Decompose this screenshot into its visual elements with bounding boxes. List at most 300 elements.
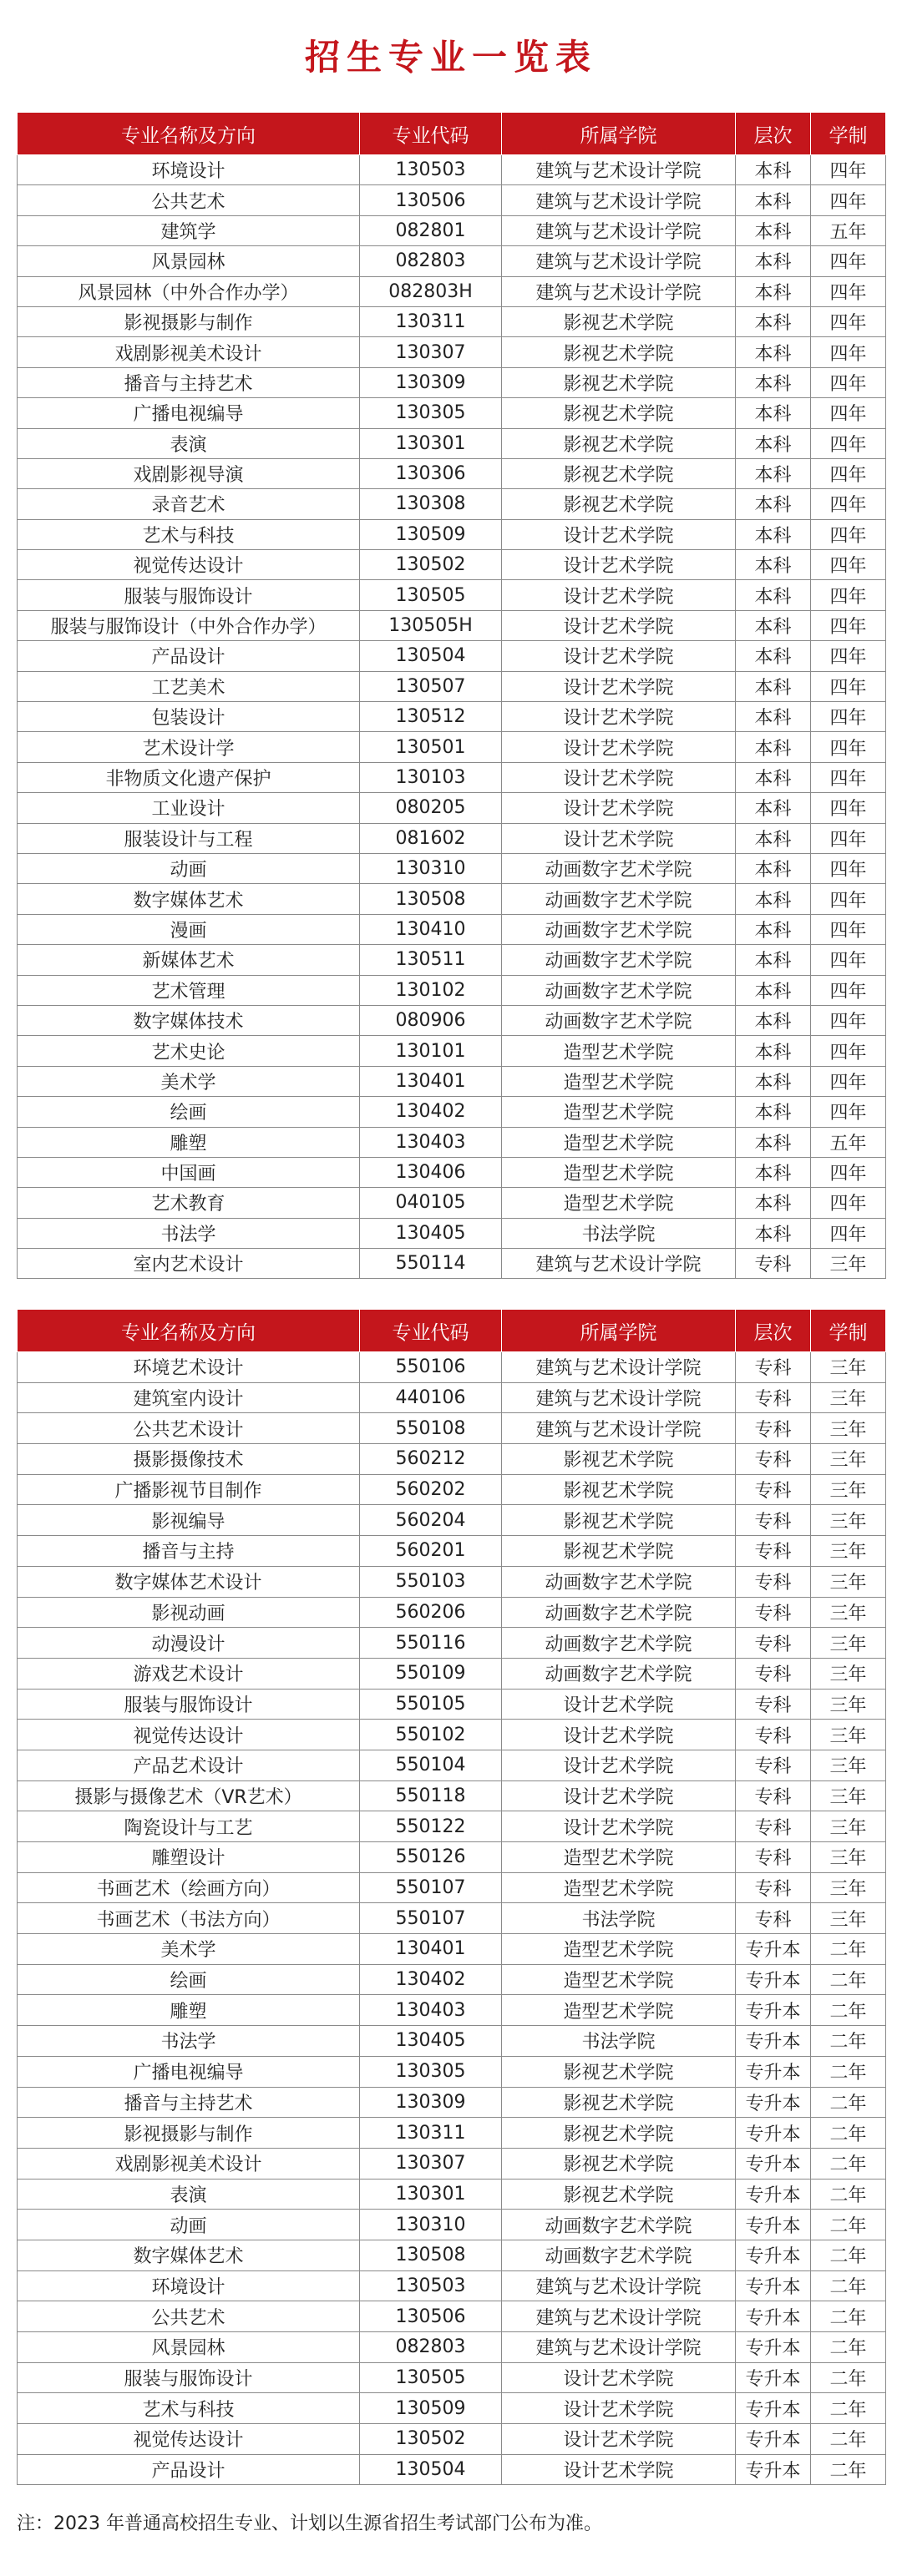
page-title: 招生专业一览表 (304, 37, 597, 78)
level-cell: 本科 (736, 489, 811, 519)
duration-cell: 四年 (811, 428, 886, 458)
duration-cell: 四年 (811, 884, 886, 914)
level-cell: 本科 (736, 610, 811, 640)
duration-cell: 四年 (811, 671, 886, 701)
level-cell: 本科 (736, 398, 811, 428)
table-row (18, 2424, 886, 2455)
level-cell: 专升本 (736, 2362, 811, 2393)
level-cell: 本科 (736, 762, 811, 792)
major-code-cell: 550109 (360, 1658, 502, 1689)
table-row (18, 1934, 886, 1965)
duration-cell: 二年 (811, 1964, 886, 1995)
major-name-cell: 数字媒体艺术设计 (18, 1566, 360, 1597)
major-name-cell: 艺术与科技 (18, 519, 360, 549)
table-row (18, 1505, 886, 1536)
college-cell: 设计艺术学院 (502, 2393, 736, 2424)
duration-cell: 二年 (811, 2332, 886, 2363)
duration-cell: 二年 (811, 2424, 886, 2455)
duration-cell: 五年 (811, 215, 886, 245)
major-name-cell: 艺术管理 (18, 975, 360, 1005)
major-table-undergraduate (17, 112, 886, 1279)
duration-cell: 四年 (811, 823, 886, 853)
table-row (18, 1005, 886, 1035)
major-code-cell: 560212 (360, 1444, 502, 1475)
duration-cell: 四年 (811, 641, 886, 671)
major-code-cell: 130406 (360, 1157, 502, 1187)
duration-cell: 四年 (811, 489, 886, 519)
duration-cell: 三年 (811, 1750, 886, 1780)
major-code-cell: 130505 (360, 580, 502, 610)
table-row (18, 519, 886, 549)
major-code-cell: 130502 (360, 550, 502, 580)
duration-cell: 四年 (811, 1188, 886, 1218)
level-cell: 专科 (736, 1780, 811, 1811)
major-code-cell: 130311 (360, 306, 502, 336)
level-cell: 专升本 (736, 1995, 811, 2026)
duration-cell: 三年 (811, 1628, 886, 1659)
level-cell: 专科 (736, 1842, 811, 1873)
duration-cell: 二年 (811, 2026, 886, 2057)
major-name-cell: 非物质文化遗产保护 (18, 762, 360, 792)
college-cell: 设计艺术学院 (502, 2362, 736, 2393)
table-row (18, 1444, 886, 1475)
college-cell: 设计艺术学院 (502, 702, 736, 732)
table-row (18, 398, 886, 428)
table-row (18, 884, 886, 914)
major-name-cell: 播音与主持艺术 (18, 2087, 360, 2118)
level-cell: 专科 (736, 1352, 811, 1383)
table-row (18, 550, 886, 580)
level-cell: 专升本 (736, 2210, 811, 2240)
table-row (18, 1127, 886, 1157)
major-code-cell: 130405 (360, 1218, 502, 1248)
table-row (18, 2087, 886, 2118)
duration-cell: 三年 (811, 1903, 886, 1934)
duration-cell: 二年 (811, 2087, 886, 2118)
major-name-cell: 美术学 (18, 1934, 360, 1965)
college-cell: 动画数字艺术学院 (502, 1597, 736, 1628)
table-row (18, 1157, 886, 1187)
level-cell: 专升本 (736, 2087, 811, 2118)
major-name-cell: 服装与服饰设计 (18, 580, 360, 610)
college-cell: 动画数字艺术学院 (502, 884, 736, 914)
table-row (18, 306, 886, 336)
level-cell: 本科 (736, 246, 811, 276)
level-cell: 本科 (736, 1127, 811, 1157)
major-code-cell: 130310 (360, 853, 502, 883)
table-row (18, 1964, 886, 1995)
major-name-cell: 戏剧影视美术设计 (18, 2148, 360, 2179)
table-row (18, 337, 886, 367)
major-name-cell: 戏剧影视美术设计 (18, 337, 360, 367)
major-code-cell: 130103 (360, 762, 502, 792)
level-cell: 本科 (736, 1005, 811, 1035)
level-cell: 本科 (736, 853, 811, 883)
major-code-cell: 550106 (360, 1352, 502, 1383)
major-code-cell: 130305 (360, 398, 502, 428)
major-name-cell: 影视动画 (18, 1597, 360, 1628)
college-cell: 动画数字艺术学院 (502, 2240, 736, 2270)
college-cell: 设计艺术学院 (502, 732, 736, 762)
duration-cell: 四年 (811, 1157, 886, 1187)
major-code-cell: 130101 (360, 1036, 502, 1066)
college-cell: 造型艺术学院 (502, 1066, 736, 1096)
college-cell: 动画数字艺术学院 (502, 1628, 736, 1659)
major-code-cell: 130405 (360, 2026, 502, 2057)
level-cell: 专科 (736, 1413, 811, 1444)
major-code-cell: 130402 (360, 1964, 502, 1995)
table-row (18, 2270, 886, 2301)
major-name-cell: 广播电视编导 (18, 2056, 360, 2087)
college-cell: 设计艺术学院 (502, 823, 736, 853)
level-cell: 专升本 (736, 2270, 811, 2301)
level-cell: 本科 (736, 580, 811, 610)
college-cell: 设计艺术学院 (502, 1750, 736, 1780)
table-row (18, 1536, 886, 1567)
table-row (18, 1352, 886, 1383)
major-code-cell: 130502 (360, 2424, 502, 2455)
table-row (18, 671, 886, 701)
major-name-cell: 摄影与摄像艺术（VR艺术） (18, 1780, 360, 1811)
level-cell: 专科 (736, 1658, 811, 1689)
college-cell: 影视艺术学院 (502, 2148, 736, 2179)
major-code-cell: 130307 (360, 337, 502, 367)
college-cell: 设计艺术学院 (502, 1780, 736, 1811)
table-row (18, 2240, 886, 2270)
major-name-cell: 服装与服饰设计 (18, 1689, 360, 1720)
major-code-cell: 130505H (360, 610, 502, 640)
level-cell: 专升本 (736, 2148, 811, 2179)
duration-cell: 四年 (811, 519, 886, 549)
duration-cell: 四年 (811, 975, 886, 1005)
level-cell: 专升本 (736, 1934, 811, 1965)
college-cell: 影视艺术学院 (502, 398, 736, 428)
major-name-cell: 室内艺术设计 (18, 1249, 360, 1279)
major-code-cell: 560201 (360, 1536, 502, 1567)
duration-cell: 三年 (811, 1413, 886, 1444)
college-cell: 动画数字艺术学院 (502, 1005, 736, 1035)
table-row (18, 1597, 886, 1628)
duration-cell: 四年 (811, 185, 886, 215)
major-name-cell: 产品设计 (18, 641, 360, 671)
college-cell: 建筑与艺术设计学院 (502, 1352, 736, 1383)
table-row (18, 1720, 886, 1750)
level-cell: 专科 (736, 1903, 811, 1934)
major-code-cell: 130506 (360, 185, 502, 215)
level-cell: 专科 (736, 1750, 811, 1780)
level-cell: 本科 (736, 945, 811, 975)
major-name-cell: 戏剧影视导演 (18, 458, 360, 488)
major-name-cell: 漫画 (18, 914, 360, 944)
duration-cell: 二年 (811, 2301, 886, 2332)
duration-cell: 四年 (811, 610, 886, 640)
major-name-cell: 陶瓷设计与工艺 (18, 1811, 360, 1842)
college-cell: 设计艺术学院 (502, 762, 736, 792)
duration-cell: 二年 (811, 1934, 886, 1965)
header-college: 所属学院 (502, 113, 736, 155)
major-name-cell: 书画艺术（书法方向） (18, 1903, 360, 1934)
duration-cell: 四年 (811, 155, 886, 185)
major-code-cell: 130102 (360, 975, 502, 1005)
college-cell: 造型艺术学院 (502, 1995, 736, 2026)
major-code-cell: 130401 (360, 1934, 502, 1965)
college-cell: 动画数字艺术学院 (502, 945, 736, 975)
major-code-cell: 130506 (360, 2301, 502, 2332)
level-cell: 专科 (736, 1689, 811, 1720)
duration-cell: 三年 (811, 1689, 886, 1720)
duration-cell: 五年 (811, 1127, 886, 1157)
major-code-cell: 082803 (360, 2332, 502, 2363)
table-row (18, 1188, 886, 1218)
level-cell: 本科 (736, 367, 811, 397)
major-code-cell: 550107 (360, 1903, 502, 1934)
header-duration: 学制 (811, 1310, 886, 1352)
duration-cell: 四年 (811, 550, 886, 580)
college-cell: 建筑与艺术设计学院 (502, 155, 736, 185)
college-cell: 造型艺术学院 (502, 1934, 736, 1965)
college-cell: 影视艺术学院 (502, 1444, 736, 1475)
college-cell: 动画数字艺术学院 (502, 853, 736, 883)
table-row (18, 2332, 886, 2363)
level-cell: 本科 (736, 732, 811, 762)
duration-cell: 四年 (811, 853, 886, 883)
major-name-cell: 影视摄影与制作 (18, 306, 360, 336)
table-row (18, 1474, 886, 1505)
duration-cell: 三年 (811, 1720, 886, 1750)
duration-cell: 二年 (811, 1995, 886, 2026)
major-name-cell: 播音与主持艺术 (18, 367, 360, 397)
header-level: 层次 (736, 1310, 811, 1352)
table-row (18, 641, 886, 671)
duration-cell: 四年 (811, 793, 886, 823)
table-row (18, 155, 886, 185)
header-code: 专业代码 (360, 1310, 502, 1352)
table-row (18, 702, 886, 732)
college-cell: 动画数字艺术学院 (502, 1658, 736, 1689)
table-row (18, 914, 886, 944)
duration-cell: 四年 (811, 246, 886, 276)
duration-cell: 四年 (811, 398, 886, 428)
duration-cell: 四年 (811, 762, 886, 792)
table-row (18, 1842, 886, 1873)
level-cell: 专科 (736, 1474, 811, 1505)
header-code: 专业代码 (360, 113, 502, 155)
major-code-cell: 560206 (360, 1597, 502, 1628)
major-code-cell: 440106 (360, 1382, 502, 1413)
major-code-cell: 130307 (360, 2148, 502, 2179)
major-name-cell: 建筑学 (18, 215, 360, 245)
table-row (18, 2026, 886, 2057)
major-name-cell: 数字媒体艺术 (18, 884, 360, 914)
table-row (18, 2179, 886, 2210)
major-code-cell: 130512 (360, 702, 502, 732)
level-cell: 专科 (736, 1872, 811, 1903)
duration-cell: 二年 (811, 2056, 886, 2087)
table-row (18, 732, 886, 762)
major-code-cell: 130508 (360, 884, 502, 914)
table-row (18, 2362, 886, 2393)
major-name-cell: 建筑室内设计 (18, 1382, 360, 1413)
major-code-cell: 130508 (360, 2240, 502, 2270)
major-name-cell: 书法学 (18, 1218, 360, 1248)
major-name-cell: 书画艺术（绘画方向） (18, 1872, 360, 1903)
level-cell: 专升本 (736, 2056, 811, 2087)
duration-cell: 二年 (811, 2393, 886, 2424)
major-code-cell: 130509 (360, 2393, 502, 2424)
level-cell: 本科 (736, 337, 811, 367)
major-name-cell: 视觉传达设计 (18, 550, 360, 580)
level-cell: 专科 (736, 1505, 811, 1536)
college-cell: 影视艺术学院 (502, 2056, 736, 2087)
table-row (18, 945, 886, 975)
major-code-cell: 130301 (360, 2179, 502, 2210)
major-code-cell: 550102 (360, 1720, 502, 1750)
level-cell: 本科 (736, 215, 811, 245)
level-cell: 本科 (736, 702, 811, 732)
table-row (18, 1995, 886, 2026)
level-cell: 专科 (736, 1720, 811, 1750)
table-row (18, 1872, 886, 1903)
major-name-cell: 工业设计 (18, 793, 360, 823)
duration-cell: 二年 (811, 2454, 886, 2485)
major-name-cell: 环境设计 (18, 155, 360, 185)
major-name-cell: 艺术设计学 (18, 732, 360, 762)
table-row (18, 1036, 886, 1066)
table-row (18, 1566, 886, 1597)
duration-cell: 二年 (811, 2210, 886, 2240)
college-cell: 书法学院 (502, 1903, 736, 1934)
college-cell: 造型艺术学院 (502, 1964, 736, 1995)
major-code-cell: 130410 (360, 914, 502, 944)
level-cell: 本科 (736, 1097, 811, 1127)
duration-cell: 三年 (811, 1505, 886, 1536)
major-name-cell: 雕塑设计 (18, 1842, 360, 1873)
duration-cell: 三年 (811, 1566, 886, 1597)
major-code-cell: 130305 (360, 2056, 502, 2087)
table-row (18, 975, 886, 1005)
college-cell: 设计艺术学院 (502, 1811, 736, 1842)
table-row (18, 2454, 886, 2485)
major-name-cell: 绘画 (18, 1964, 360, 1995)
college-cell: 设计艺术学院 (502, 2424, 736, 2455)
major-name-cell: 产品设计 (18, 2454, 360, 2485)
major-name-cell: 新媒体艺术 (18, 945, 360, 975)
duration-cell: 二年 (811, 2148, 886, 2179)
college-cell: 设计艺术学院 (502, 519, 736, 549)
major-name-cell: 视觉传达设计 (18, 1720, 360, 1750)
major-name-cell: 书法学 (18, 2026, 360, 2057)
table-row (18, 580, 886, 610)
college-cell: 造型艺术学院 (502, 1872, 736, 1903)
footnote: 注：2023 年普通高校招生专业、计划以生源省招生考试部门公布为准。 (17, 2513, 602, 2534)
duration-cell: 三年 (811, 1872, 886, 1903)
major-name-cell: 雕塑 (18, 1127, 360, 1157)
major-name-cell: 产品艺术设计 (18, 1750, 360, 1780)
major-name-cell: 艺术与科技 (18, 2393, 360, 2424)
level-cell: 本科 (736, 155, 811, 185)
college-cell: 动画数字艺术学院 (502, 975, 736, 1005)
duration-cell: 四年 (811, 1066, 886, 1096)
major-name-cell: 环境艺术设计 (18, 1352, 360, 1383)
major-code-cell: 130503 (360, 2270, 502, 2301)
major-code-cell: 130509 (360, 519, 502, 549)
major-code-cell: 550108 (360, 1413, 502, 1444)
major-code-cell: 560204 (360, 1505, 502, 1536)
major-code-cell: 130309 (360, 2087, 502, 2118)
table-row (18, 1658, 886, 1689)
major-code-cell: 130402 (360, 1097, 502, 1127)
major-code-cell: 550126 (360, 1842, 502, 1873)
major-code-cell: 130401 (360, 1066, 502, 1096)
major-name-cell: 风景园林 (18, 246, 360, 276)
duration-cell: 三年 (811, 1842, 886, 1873)
level-cell: 专科 (736, 1597, 811, 1628)
college-cell: 影视艺术学院 (502, 306, 736, 336)
college-cell: 影视艺术学院 (502, 428, 736, 458)
duration-cell: 四年 (811, 367, 886, 397)
level-cell: 专升本 (736, 2301, 811, 2332)
college-cell: 设计艺术学院 (502, 793, 736, 823)
major-code-cell: 130306 (360, 458, 502, 488)
college-cell: 书法学院 (502, 1218, 736, 1248)
college-cell: 影视艺术学院 (502, 1505, 736, 1536)
college-cell: 设计艺术学院 (502, 671, 736, 701)
college-cell: 造型艺术学院 (502, 1097, 736, 1127)
major-code-cell: 082803H (360, 276, 502, 306)
major-name-cell: 公共艺术 (18, 185, 360, 215)
major-name-cell: 绘画 (18, 1097, 360, 1127)
college-cell: 影视艺术学院 (502, 1536, 736, 1567)
major-name-cell: 动漫设计 (18, 1628, 360, 1659)
level-cell: 本科 (736, 914, 811, 944)
level-cell: 本科 (736, 1036, 811, 1066)
level-cell: 本科 (736, 823, 811, 853)
table-row (18, 1066, 886, 1096)
duration-cell: 四年 (811, 1097, 886, 1127)
major-name-cell: 雕塑 (18, 1995, 360, 2026)
college-cell: 建筑与艺术设计学院 (502, 246, 736, 276)
level-cell: 本科 (736, 458, 811, 488)
table-row (18, 1249, 886, 1279)
level-cell: 专升本 (736, 2118, 811, 2149)
college-cell: 设计艺术学院 (502, 1720, 736, 1750)
level-cell: 专科 (736, 1536, 811, 1567)
table-row (18, 367, 886, 397)
major-name-cell: 广播电视编导 (18, 398, 360, 428)
major-code-cell: 130308 (360, 489, 502, 519)
level-cell: 本科 (736, 1188, 811, 1218)
level-cell: 本科 (736, 276, 811, 306)
table-row (18, 458, 886, 488)
level-cell: 本科 (736, 1066, 811, 1096)
college-cell: 造型艺术学院 (502, 1157, 736, 1187)
level-cell: 专升本 (736, 2454, 811, 2485)
major-name-cell: 中国画 (18, 1157, 360, 1187)
table-row (18, 246, 886, 276)
level-cell: 本科 (736, 550, 811, 580)
table-row (18, 1382, 886, 1413)
level-cell: 本科 (736, 1157, 811, 1187)
table-row (18, 1628, 886, 1659)
header-major: 专业名称及方向 (18, 113, 360, 155)
college-cell: 影视艺术学院 (502, 458, 736, 488)
level-cell: 本科 (736, 306, 811, 336)
level-cell: 本科 (736, 671, 811, 701)
college-cell: 影视艺术学院 (502, 2087, 736, 2118)
table-row (18, 853, 886, 883)
college-cell: 设计艺术学院 (502, 1689, 736, 1720)
college-cell: 书法学院 (502, 2026, 736, 2057)
